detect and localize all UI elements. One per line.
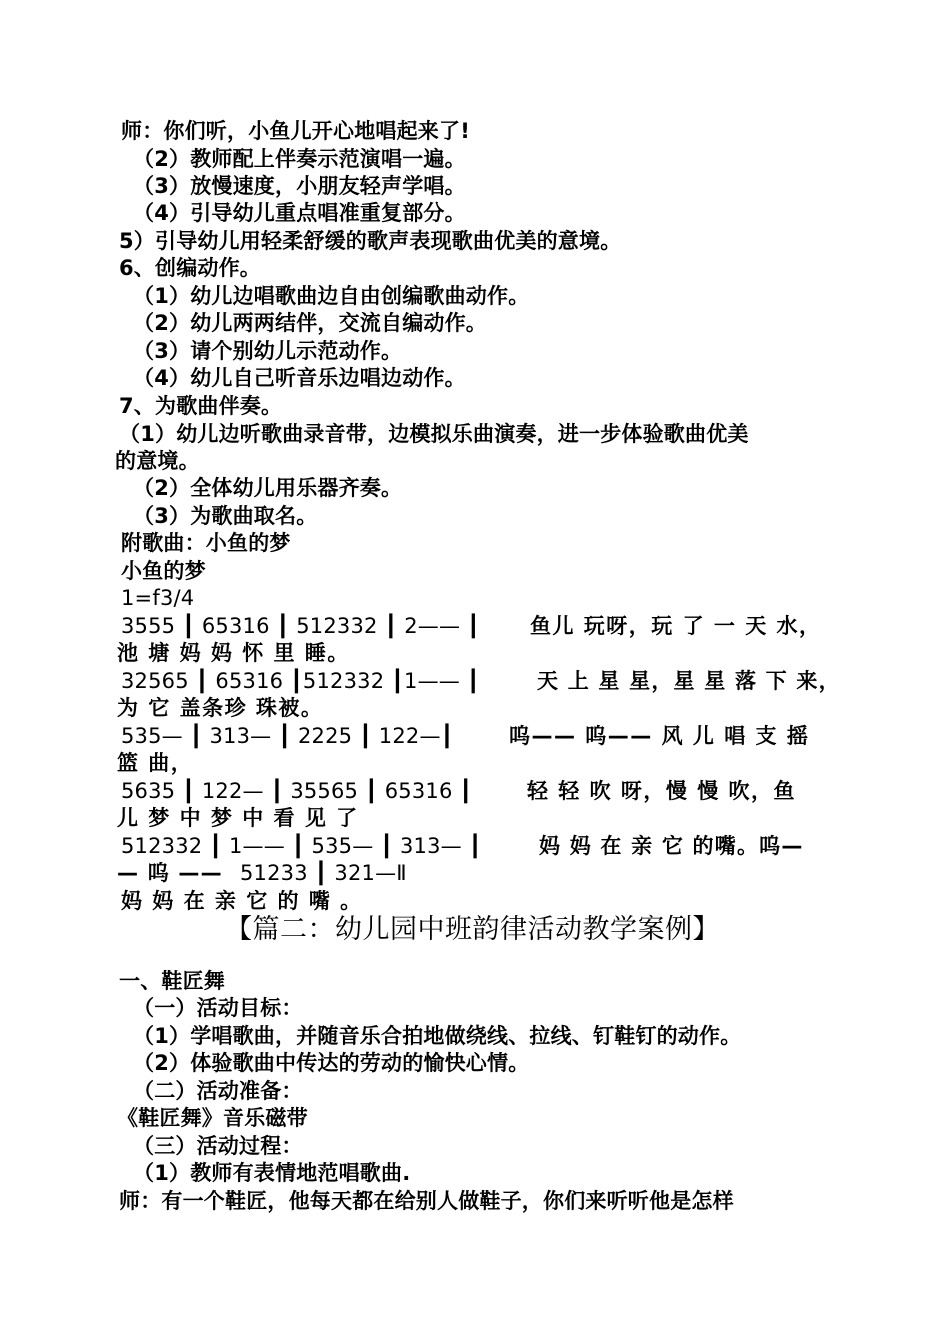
section-title: 【篇二：幼儿园中班韵律活动教学案例】 [225,914,720,945]
score-notes: 3555 ┃ 65316 ┃ 512332 ┃ 2—— ┃ [121,614,480,638]
score-notes: 512332 ┃ 1—— ┃ 535— ┃ 313— ┃ [121,834,482,858]
text-line: 师：你们听，小鱼儿开心地唱起来了! [121,119,470,143]
text-line: （1）幼儿边听歌曲录音带，边模拟乐曲演奏，进一步体验歌曲优美 [119,422,749,446]
text-line: （2）幼儿两两结伴，交流自编动作。 [133,311,488,335]
score-lyrics: 池 塘 妈 妈 怀 里 睡。 [117,641,350,665]
text-line: 附歌曲：小鱼的梦 [121,531,291,555]
score-lyrics: 篮 曲， [117,751,194,775]
text-line: （2）教师配上伴奏示范演唱一遍。 [133,147,466,171]
score-lyrics: 天 上 星 星，星 星 落 下 来， [537,669,841,693]
text-line: 7、为歌曲伴奏。 [119,394,283,418]
text-line: （1）学唱歌曲，并随音乐合拍地做绕线、拉线、钉鞋钉的动作。 [133,1024,742,1048]
text-line: （1）幼儿边唱歌曲边自由创编歌曲动作。 [133,284,530,308]
song-title: 小鱼的梦 [121,559,206,583]
text-line: （一）活动目标： [133,996,303,1020]
text-line: （二）活动准备： [133,1079,303,1103]
score-notes: 535— ┃ 313— ┃ 2225 ┃ 122—┃ [121,724,454,748]
text-line: （三）活动过程： [133,1134,303,1158]
text-line: 5）引导幼儿用轻柔舒缓的歌声表现歌曲优美的意境。 [119,229,622,253]
text-line: 《鞋匠舞》音乐磁带 [117,1106,308,1130]
text-line: （3）为歌曲取名。 [133,504,318,528]
score-lyrics: 妈 妈 在 亲 它 的 嘴 。 [121,889,363,913]
score-key: 1=f3/4 [121,586,195,610]
score-lyrics: 轻 轻 吹 呀，慢 慢 吹，鱼 [527,779,797,803]
score-lyrics: 妈 妈 在 亲 它 的嘴。呜— [539,834,804,858]
score-lyrics: 呜—— 呜—— 风 儿 唱 支 摇 [509,724,810,748]
score-notes: 5635 ┃ 122— ┃ 35565 ┃ 65316 ┃ [121,779,473,803]
text-line: 一、鞋匠舞 [119,969,225,993]
score-notes: 51233 ┃ 321—Ⅱ [240,861,407,885]
text-line: （2）全体幼儿用乐器齐奏。 [133,476,403,500]
text-line: （4）引导幼儿重点唱准重复部分。 [133,201,466,225]
score-lyrics: — 呜 —— [117,861,223,885]
text-line: 6、创编动作。 [119,256,262,280]
text-line: 师：有一个鞋匠，他每天都在给别人做鞋子，你们来听听他是怎样 [119,1189,734,1213]
score-lyrics: 鱼儿 玩呀，玩 了 一 天 水， [530,614,822,638]
text-line: （2）体验歌曲中传达的劳动的愉快心情。 [133,1051,530,1075]
text-line: （1）教师有表情地范唱歌曲. [133,1161,411,1185]
text-line: （3）放慢速度，小朋友轻声学唱。 [133,174,466,198]
score-lyrics: 为 它 盖条珍 珠被。 [117,696,324,720]
score-notes: 32565 ┃ 65316 ┃512332 ┃1—— ┃ [121,669,480,693]
text-line: 的意境。 [115,449,200,473]
text-line: （3）请个别幼儿示范动作。 [133,339,403,363]
score-lyrics: 儿 梦 中 梦 中 看 见 了 [117,806,359,830]
text-line: （4）幼儿自己听音乐边唱边动作。 [133,366,466,390]
